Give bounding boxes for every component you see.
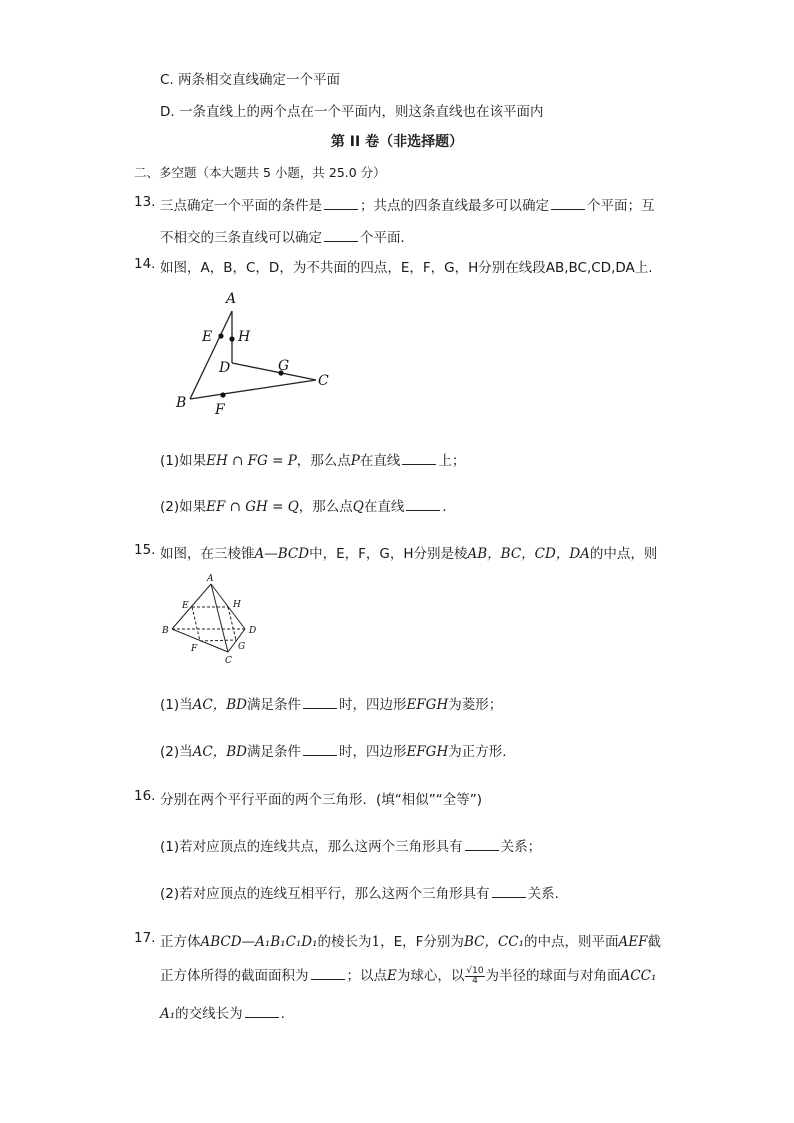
q16-text: (1)若对应顶点的连线共点，那么这两个三角形具有 bbox=[160, 839, 463, 855]
q15-figure bbox=[158, 572, 268, 668]
q14-part2 bbox=[160, 495, 447, 515]
q13-line2 bbox=[160, 226, 414, 246]
math-expr: 1 bbox=[371, 934, 381, 950]
q14-text: ，那么点 bbox=[298, 499, 353, 515]
q15-text: 满足条件 bbox=[246, 697, 301, 713]
figure-label: H bbox=[233, 600, 241, 610]
figure-label: E bbox=[182, 601, 189, 611]
q13-text: 不相交的三条直线可以确定 bbox=[160, 230, 322, 246]
figure-label: G bbox=[278, 358, 290, 374]
answer-blank[interactable] bbox=[406, 498, 440, 511]
q13-text: 个平面． bbox=[360, 230, 414, 246]
answer-blank[interactable] bbox=[245, 1005, 279, 1018]
figure-label: D bbox=[219, 360, 231, 376]
q14-text: 在直线 bbox=[363, 499, 405, 515]
question-number: 16. bbox=[134, 788, 156, 804]
q16-part2 bbox=[160, 882, 568, 902]
q15-text: 时，四边形 bbox=[338, 697, 407, 713]
fraction-denominator: 4 bbox=[472, 975, 478, 986]
q17-text: ；以点 bbox=[346, 968, 387, 984]
question-number: 14. bbox=[134, 256, 156, 272]
answer-blank[interactable] bbox=[324, 229, 358, 242]
q17-line1 bbox=[160, 930, 661, 950]
part-title: 第 II 卷（非选择题） bbox=[330, 134, 464, 150]
math-expr: EFGH bbox=[406, 697, 449, 713]
q17-text: 为球心，以 bbox=[396, 968, 465, 984]
q13-line1 bbox=[160, 194, 655, 214]
option-c: C. 两条相交直线确定一个平面 bbox=[160, 72, 341, 88]
q16-stem: 分别在两个平行平面的两个三角形．(填“相似”“全等”) bbox=[160, 792, 483, 808]
q17-line2 bbox=[160, 964, 656, 986]
q15-text: (2)当 bbox=[160, 744, 193, 760]
q13-text: 个平面；互 bbox=[587, 198, 655, 214]
math-expr: EF ∩ GH = Q bbox=[206, 499, 299, 515]
figure-label: B bbox=[162, 626, 169, 636]
fraction-numerator: √10 bbox=[466, 965, 484, 976]
q14-stem: 如图，A，B，C，D，为不共面的四点，E，F，G，H分别在线段AB,BC,CD,DA上. bbox=[160, 260, 653, 276]
q15-text: 时，四边形 bbox=[338, 744, 407, 760]
question-number: 15. bbox=[134, 542, 156, 558]
q16-part1 bbox=[160, 835, 541, 855]
answer-blank[interactable] bbox=[303, 696, 337, 709]
option-d: D. 一条直线上的两个点在一个平面内，则这条直线也在该平面内 bbox=[160, 104, 544, 120]
q15-text: (1)当 bbox=[160, 697, 193, 713]
figure-label: F bbox=[191, 644, 198, 654]
math-expr: BC，CC₁ bbox=[463, 934, 525, 950]
q17-text: 正方体 bbox=[160, 934, 201, 950]
q17-text: 的棱长为 bbox=[317, 934, 372, 950]
q15-text: 为菱形； bbox=[448, 697, 503, 713]
q15-part2 bbox=[160, 740, 507, 760]
q17-text: ，E，F分别为 bbox=[380, 934, 464, 950]
figure-label: F bbox=[215, 402, 225, 418]
figure-label: C bbox=[318, 373, 329, 389]
figure-label: E bbox=[202, 329, 213, 345]
answer-blank[interactable] bbox=[492, 885, 526, 898]
math-expr: AC，BD bbox=[192, 697, 247, 713]
q16-text: 关系． bbox=[527, 886, 569, 902]
figure-label: A bbox=[207, 574, 214, 584]
math-expr: ACC₁ bbox=[620, 968, 657, 984]
figure-label: H bbox=[238, 329, 251, 345]
math-expr: EH ∩ FG = P bbox=[206, 453, 297, 469]
math-expr: A—BCD bbox=[254, 546, 310, 562]
q15-part1 bbox=[160, 693, 502, 713]
question-number: 17. bbox=[134, 930, 156, 946]
section-header: 二、多空题（本大题共 5 小题，共 25.0 分） bbox=[134, 165, 386, 180]
q15-text: 如图，在三棱锥 bbox=[160, 546, 255, 562]
answer-blank[interactable] bbox=[402, 452, 436, 465]
figure-label: B bbox=[176, 395, 187, 411]
q15-text: 的中点，则 bbox=[589, 546, 658, 562]
math-expr: E bbox=[387, 968, 397, 984]
q17-text: 正方体所得的截面面积为 bbox=[160, 968, 309, 984]
fraction bbox=[465, 967, 484, 986]
answer-blank[interactable] bbox=[311, 967, 345, 980]
q14-part1 bbox=[160, 449, 465, 469]
q14-text: (2)如果 bbox=[160, 499, 207, 515]
math-expr: P bbox=[350, 453, 360, 469]
answer-blank[interactable] bbox=[303, 743, 337, 756]
q15-text: 为正方形. bbox=[448, 744, 507, 760]
q15-text: 中，E，F，G，H分别是棱 bbox=[309, 546, 468, 562]
q15-stem bbox=[160, 542, 657, 562]
math-expr: AB，BC，CD，DA bbox=[467, 546, 590, 562]
math-expr: A₁ bbox=[160, 1006, 176, 1022]
q14-text: (1)如果 bbox=[160, 453, 207, 469]
q14-text: . bbox=[442, 499, 447, 515]
q17-text: 为半径的球面与对角面 bbox=[485, 968, 621, 984]
q16-text: (2)若对应顶点的连线互相平行，那么这两个三角形具有 bbox=[160, 886, 490, 902]
figure-label: G bbox=[238, 642, 246, 652]
q16-text: 关系； bbox=[500, 839, 542, 855]
q13-text: 三点确定一个平面的条件是 bbox=[160, 198, 322, 214]
q17-text: 截 bbox=[647, 934, 661, 950]
q17-text: 的交线长为 bbox=[175, 1006, 243, 1022]
math-expr: ABCD—A₁B₁C₁D₁ bbox=[200, 934, 318, 950]
q17-line3 bbox=[160, 1002, 285, 1022]
figure-label: C bbox=[225, 656, 232, 666]
q13-text: ；共点的四条直线最多可以确定 bbox=[360, 198, 549, 214]
q17-text: . bbox=[280, 1006, 285, 1022]
answer-blank[interactable] bbox=[324, 197, 358, 210]
math-expr: EFGH bbox=[406, 744, 449, 760]
q15-text: 满足条件 bbox=[246, 744, 301, 760]
q14-text: ，那么点 bbox=[296, 453, 351, 469]
q14-text: 在直线 bbox=[359, 453, 401, 469]
question-number: 13. bbox=[134, 194, 156, 210]
math-expr: AEF bbox=[618, 934, 648, 950]
figure-label: A bbox=[226, 291, 237, 307]
q14-text: 上； bbox=[438, 453, 466, 469]
math-expr: Q bbox=[352, 499, 364, 515]
math-expr: AC，BD bbox=[192, 744, 247, 760]
figure-label: D bbox=[249, 626, 257, 636]
answer-blank[interactable] bbox=[551, 197, 585, 210]
q17-text: 的中点，则平面 bbox=[524, 934, 619, 950]
q14-figure bbox=[168, 286, 338, 421]
answer-blank[interactable] bbox=[465, 838, 499, 851]
